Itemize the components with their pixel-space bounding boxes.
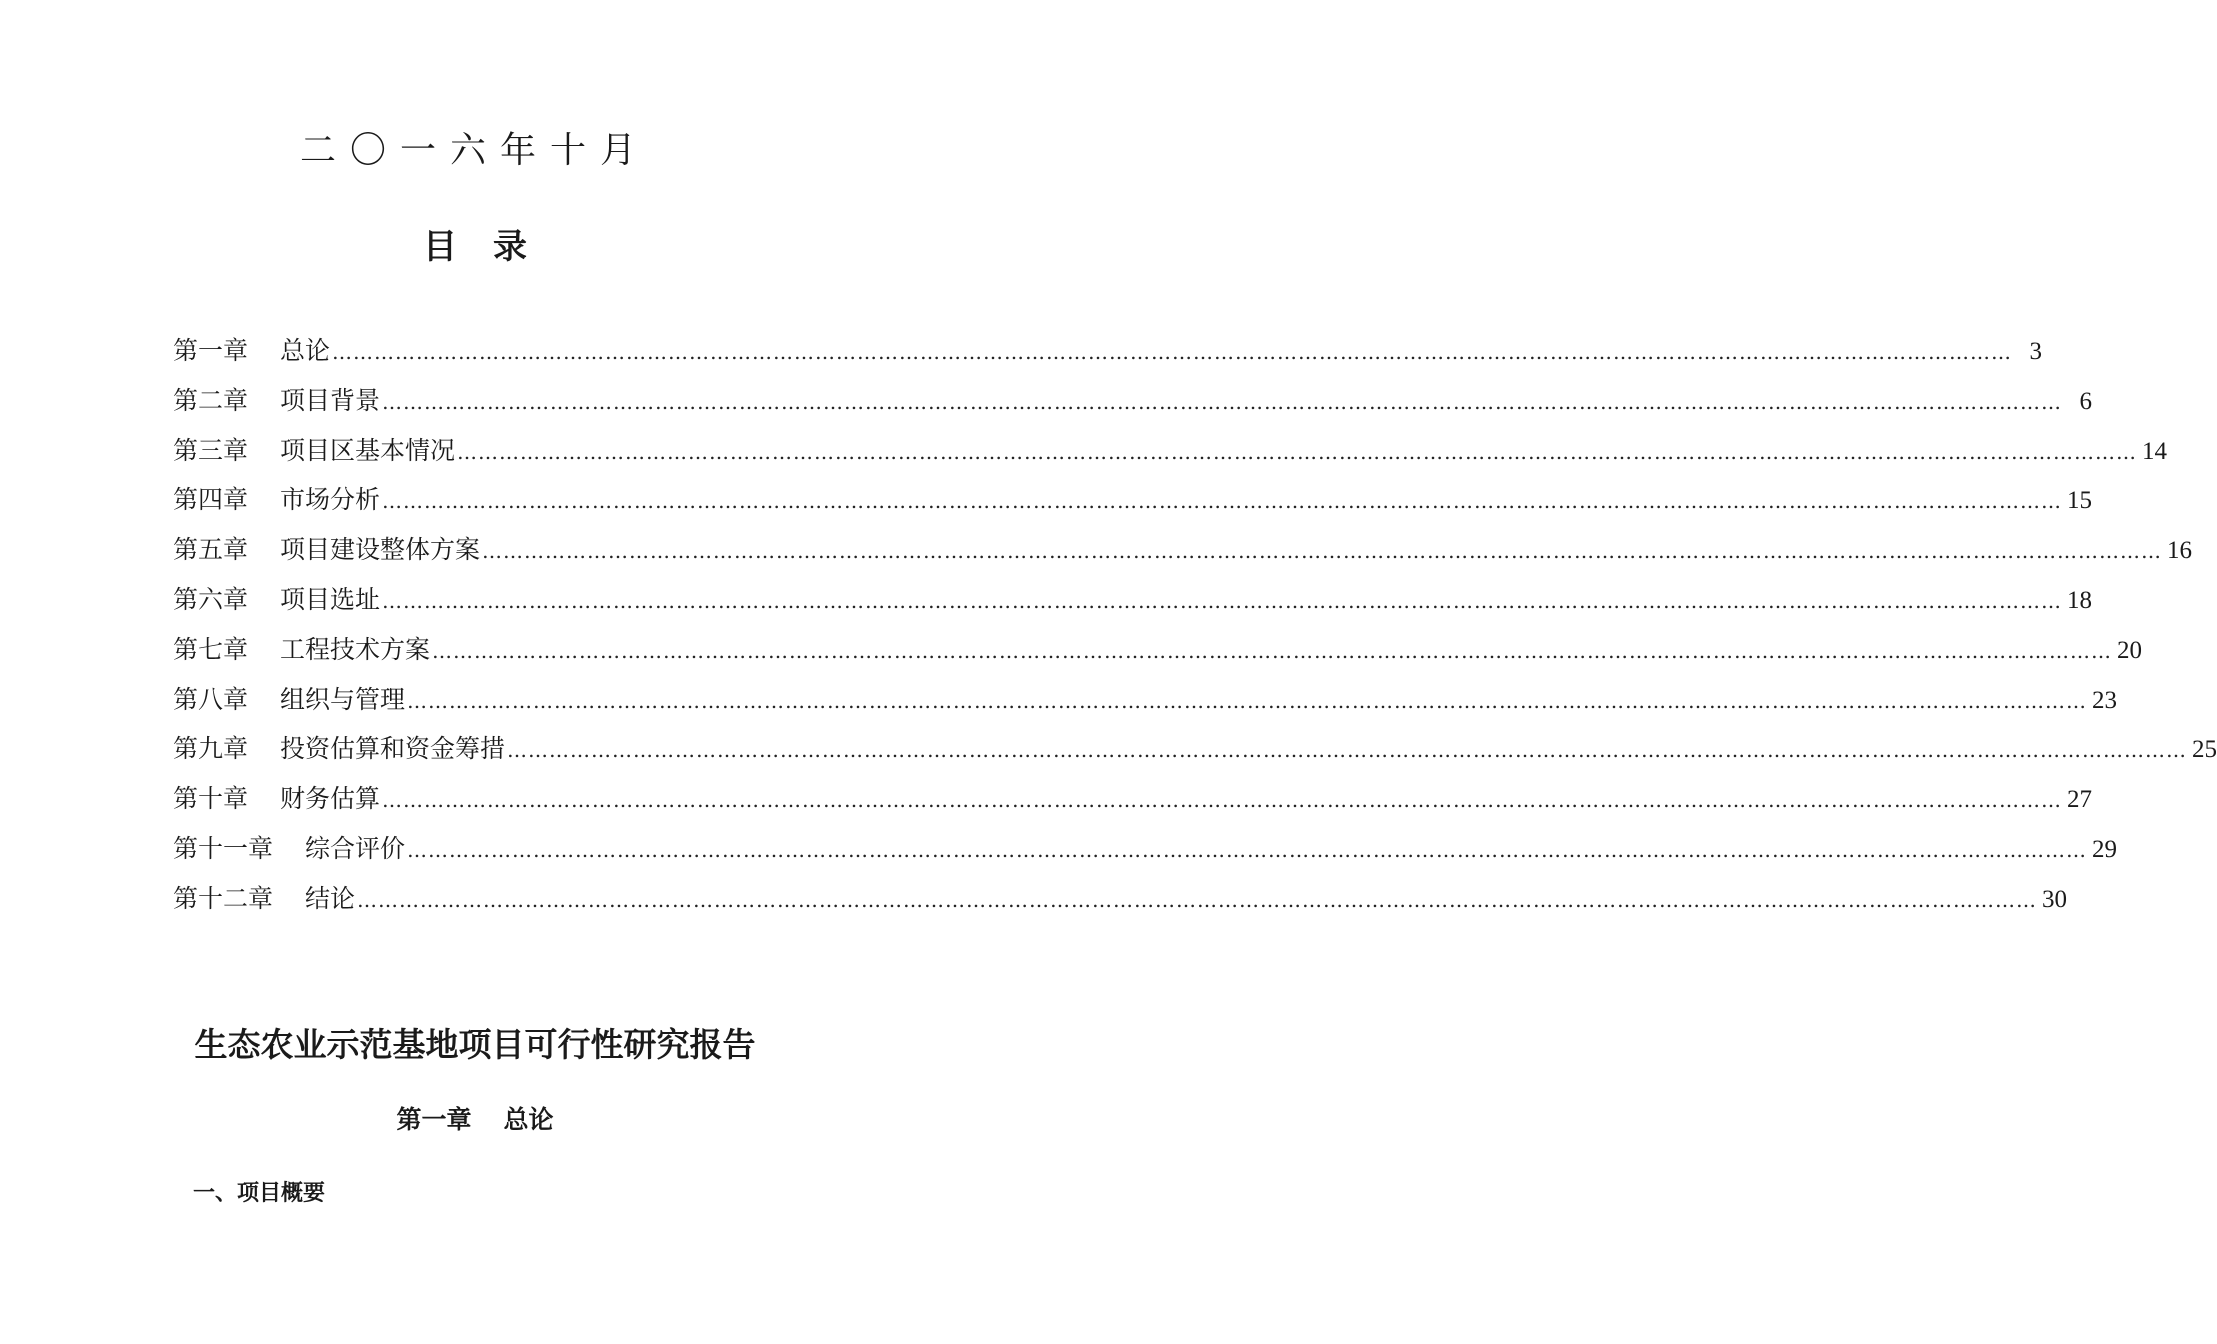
toc-entry-chapter: 第三章	[173, 435, 249, 465]
toc-entry-chapter: 第七章	[173, 634, 249, 664]
toc-entry[interactable]	[173, 774, 2093, 824]
section-heading: 一、项目概要	[193, 1181, 326, 1206]
toc-entry-page-number: 3	[2029, 338, 2043, 365]
toc-entry-page-number: 15	[2067, 487, 2093, 515]
toc-entry[interactable]	[173, 475, 2093, 525]
toc-entry-leader-dots: ……………………………………………………………………………………………………………………………………………………………………………………………………………………	[407, 688, 2088, 713]
toc-entry[interactable]	[173, 326, 2043, 376]
toc-entry-page-number: 23	[2092, 686, 2118, 714]
toc-entry-chapter: 第十二章	[173, 883, 274, 913]
toc-entry-leader-dots: ……………………………………………………………………………………………………………………………………………………………………………………………………………………	[382, 788, 2063, 813]
toc-entry-page-number: 14	[2142, 437, 2168, 465]
toc-entry-name: 组织与管理	[280, 684, 406, 714]
toc-entry-leader-dots: ……………………………………………………………………………………………………………………………………………………………………………………………………………………	[507, 738, 2188, 763]
toc-entry-name: 项目区基本情况	[280, 435, 456, 465]
toc-entry-name: 项目选址	[280, 584, 381, 614]
toc-entry-page-number: 18	[2067, 586, 2093, 614]
toc-entry-chapter: 第八章	[173, 684, 249, 714]
toc-entry[interactable]	[173, 625, 2143, 675]
toc-entry-name: 财务估算	[280, 784, 381, 814]
toc-entry-page-number: 6	[2079, 387, 2093, 415]
toc-entry-leader-dots: ……………………………………………………………………………………………………………………………………………………………………………………………………………………	[407, 837, 2088, 862]
toc-title	[0, 222, 950, 272]
toc-entry-name: 结论	[305, 883, 356, 913]
toc-entry-chapter: 第五章	[173, 535, 249, 565]
toc-entry-name: 总论	[280, 336, 331, 365]
toc-entry-leader-dots: ……………………………………………………………………………………………………………………………………………………………………………………………………………………	[457, 439, 2138, 464]
toc-title-part1: 目	[423, 227, 457, 267]
toc-entry-page-number: 30	[2042, 885, 2068, 913]
chapter-heading	[0, 1098, 950, 1142]
toc-entry-chapter: 第十章	[173, 784, 249, 814]
toc-entry[interactable]	[173, 525, 2193, 575]
toc-entry[interactable]	[173, 824, 2118, 874]
toc-entry[interactable]	[173, 426, 2168, 476]
toc-entry-leader-dots: ……………………………………………………………………………………………………………………………………………………………………………………………………………………	[332, 340, 2013, 364]
toc-entry-chapter: 第四章	[173, 485, 249, 515]
chapter-heading-name: 总论	[503, 1105, 554, 1134]
toc-entry[interactable]	[173, 874, 2068, 924]
toc-entry-chapter: 第六章	[173, 584, 249, 614]
report-title: 生态农业示范基地项目可行性研究报告	[194, 1025, 756, 1064]
toc-entry-name: 工程技术方案	[280, 634, 431, 664]
toc-entry-page-number: 27	[2067, 786, 2093, 814]
toc-entry-chapter: 第二章	[173, 385, 249, 415]
table-of-contents	[173, 326, 2217, 924]
toc-entry-leader-dots: ……………………………………………………………………………………………………………………………………………………………………………………………………………………	[382, 489, 2063, 514]
toc-entry-leader-dots: ……………………………………………………………………………………………………………………………………………………………………………………………………………………	[482, 539, 2163, 564]
chapter-heading-number: 第一章	[396, 1105, 472, 1134]
toc-entry-leader-dots: ……………………………………………………………………………………………………………………………………………………………………………………………………………………	[432, 638, 2113, 663]
toc-entry-leader-dots: ……………………………………………………………………………………………………………………………………………………………………………………………………………………	[357, 887, 2038, 912]
toc-entry[interactable]	[173, 675, 2118, 725]
toc-entry[interactable]	[173, 575, 2093, 625]
toc-entry[interactable]	[173, 376, 2093, 426]
document-date: 二〇一六年十月	[299, 130, 650, 171]
toc-entry-name: 项目建设整体方案	[280, 535, 481, 565]
toc-entry-name: 综合评价	[305, 833, 406, 863]
toc-entry-page-number: 20	[2117, 636, 2143, 664]
toc-entry-leader-dots: ……………………………………………………………………………………………………………………………………………………………………………………………………………………	[382, 588, 2063, 613]
toc-entry-leader-dots: ……………………………………………………………………………………………………………………………………………………………………………………………………………………	[382, 389, 2063, 414]
toc-entry-chapter: 第十一章	[173, 833, 274, 863]
toc-entry-name: 项目背景	[280, 385, 381, 415]
toc-entry-name: 市场分析	[280, 485, 381, 515]
toc-entry-page-number: 25	[2192, 736, 2217, 764]
toc-entry-name: 投资估算和资金筹措	[280, 734, 506, 764]
toc-title-part2: 录	[493, 227, 527, 267]
toc-entry-chapter: 第九章	[173, 734, 249, 764]
toc-entry-page-number: 29	[2092, 835, 2118, 863]
toc-entry[interactable]	[173, 724, 2217, 774]
toc-entry-chapter: 第一章	[173, 336, 249, 365]
toc-entry-page-number: 16	[2167, 537, 2193, 565]
